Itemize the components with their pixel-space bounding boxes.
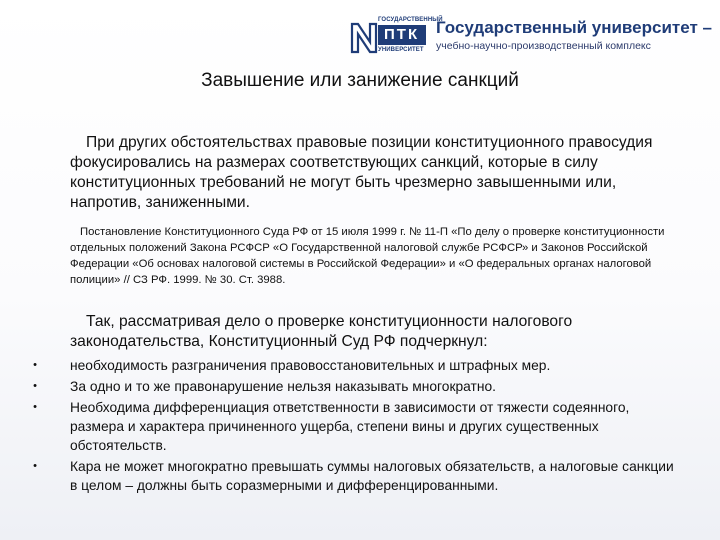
bullet-icon: • xyxy=(33,359,37,371)
logo-text-top: ГОСУДАРСТВЕННЫЙ xyxy=(378,17,443,23)
list-item-text: За одно и то же правонарушение нельзя наказывать многократно. xyxy=(70,379,496,394)
legal-citation-text: Постановление Конституционного Суда РФ от 15 июля 1999 г. № 11-П «По делу о проверке конституционности отдельных положений Закона РСФСР «О Государственной налоговой службе РСФСР» и Законов Российской Федерации «Об основах налоговой системы в Российской Федерации» и «О федеральных органах налоговой полиции» // СЗ РФ. 1999. № 30. Ст. 3988. xyxy=(70,226,665,286)
bullet-icon: • xyxy=(33,401,37,413)
paragraph-1 xyxy=(70,133,682,213)
university-logo xyxy=(348,16,443,54)
list-item xyxy=(30,377,680,396)
list-item-text: Необходима дифференциация ответственности в зависимости от тяжести содеянного, размера и характера причиненного ущерба, степени вины и других существенных обстоятельств. xyxy=(70,400,630,453)
list-item-text: необходимость разграничения правовосстановительных и штрафных мер. xyxy=(70,358,551,373)
university-name: Государственный университет – xyxy=(436,18,712,37)
list-item-text: Кара не может многократно превышать суммы налоговых обязательств, а налоговые санкции в целом – должны быть соразмерными и дифференцированными. xyxy=(70,459,674,493)
paragraph-2-text: Так, рассматривая дело о проверке конституционности налогового законодательства, Конституционный Суд РФ подчеркнул: xyxy=(70,313,573,350)
bullet-icon: • xyxy=(33,460,37,472)
list-item xyxy=(30,398,680,455)
header xyxy=(348,14,712,56)
logo-text-bottom: УНИВЕРСИТЕТ xyxy=(378,47,424,53)
legal-citation-note xyxy=(70,224,670,288)
university-subtitle: учебно-научно-производственный комплекс xyxy=(436,40,651,52)
slide-title: Завышение или занижение санкций xyxy=(201,70,519,91)
logo-text-mid: ПТК xyxy=(384,26,420,43)
list-item xyxy=(30,457,680,495)
principles-list xyxy=(30,356,680,497)
paragraph-2 xyxy=(70,312,682,352)
paragraph-1-text: При других обстоятельствах правовые позиции конституционного правосудия фокусировались на размерах соответствующих санкций, которые в силу конституционных требований не могут быть чрезмерно завышенными или, напротив, заниженными. xyxy=(70,134,653,211)
bullet-icon: • xyxy=(33,380,37,392)
list-item xyxy=(30,356,680,375)
